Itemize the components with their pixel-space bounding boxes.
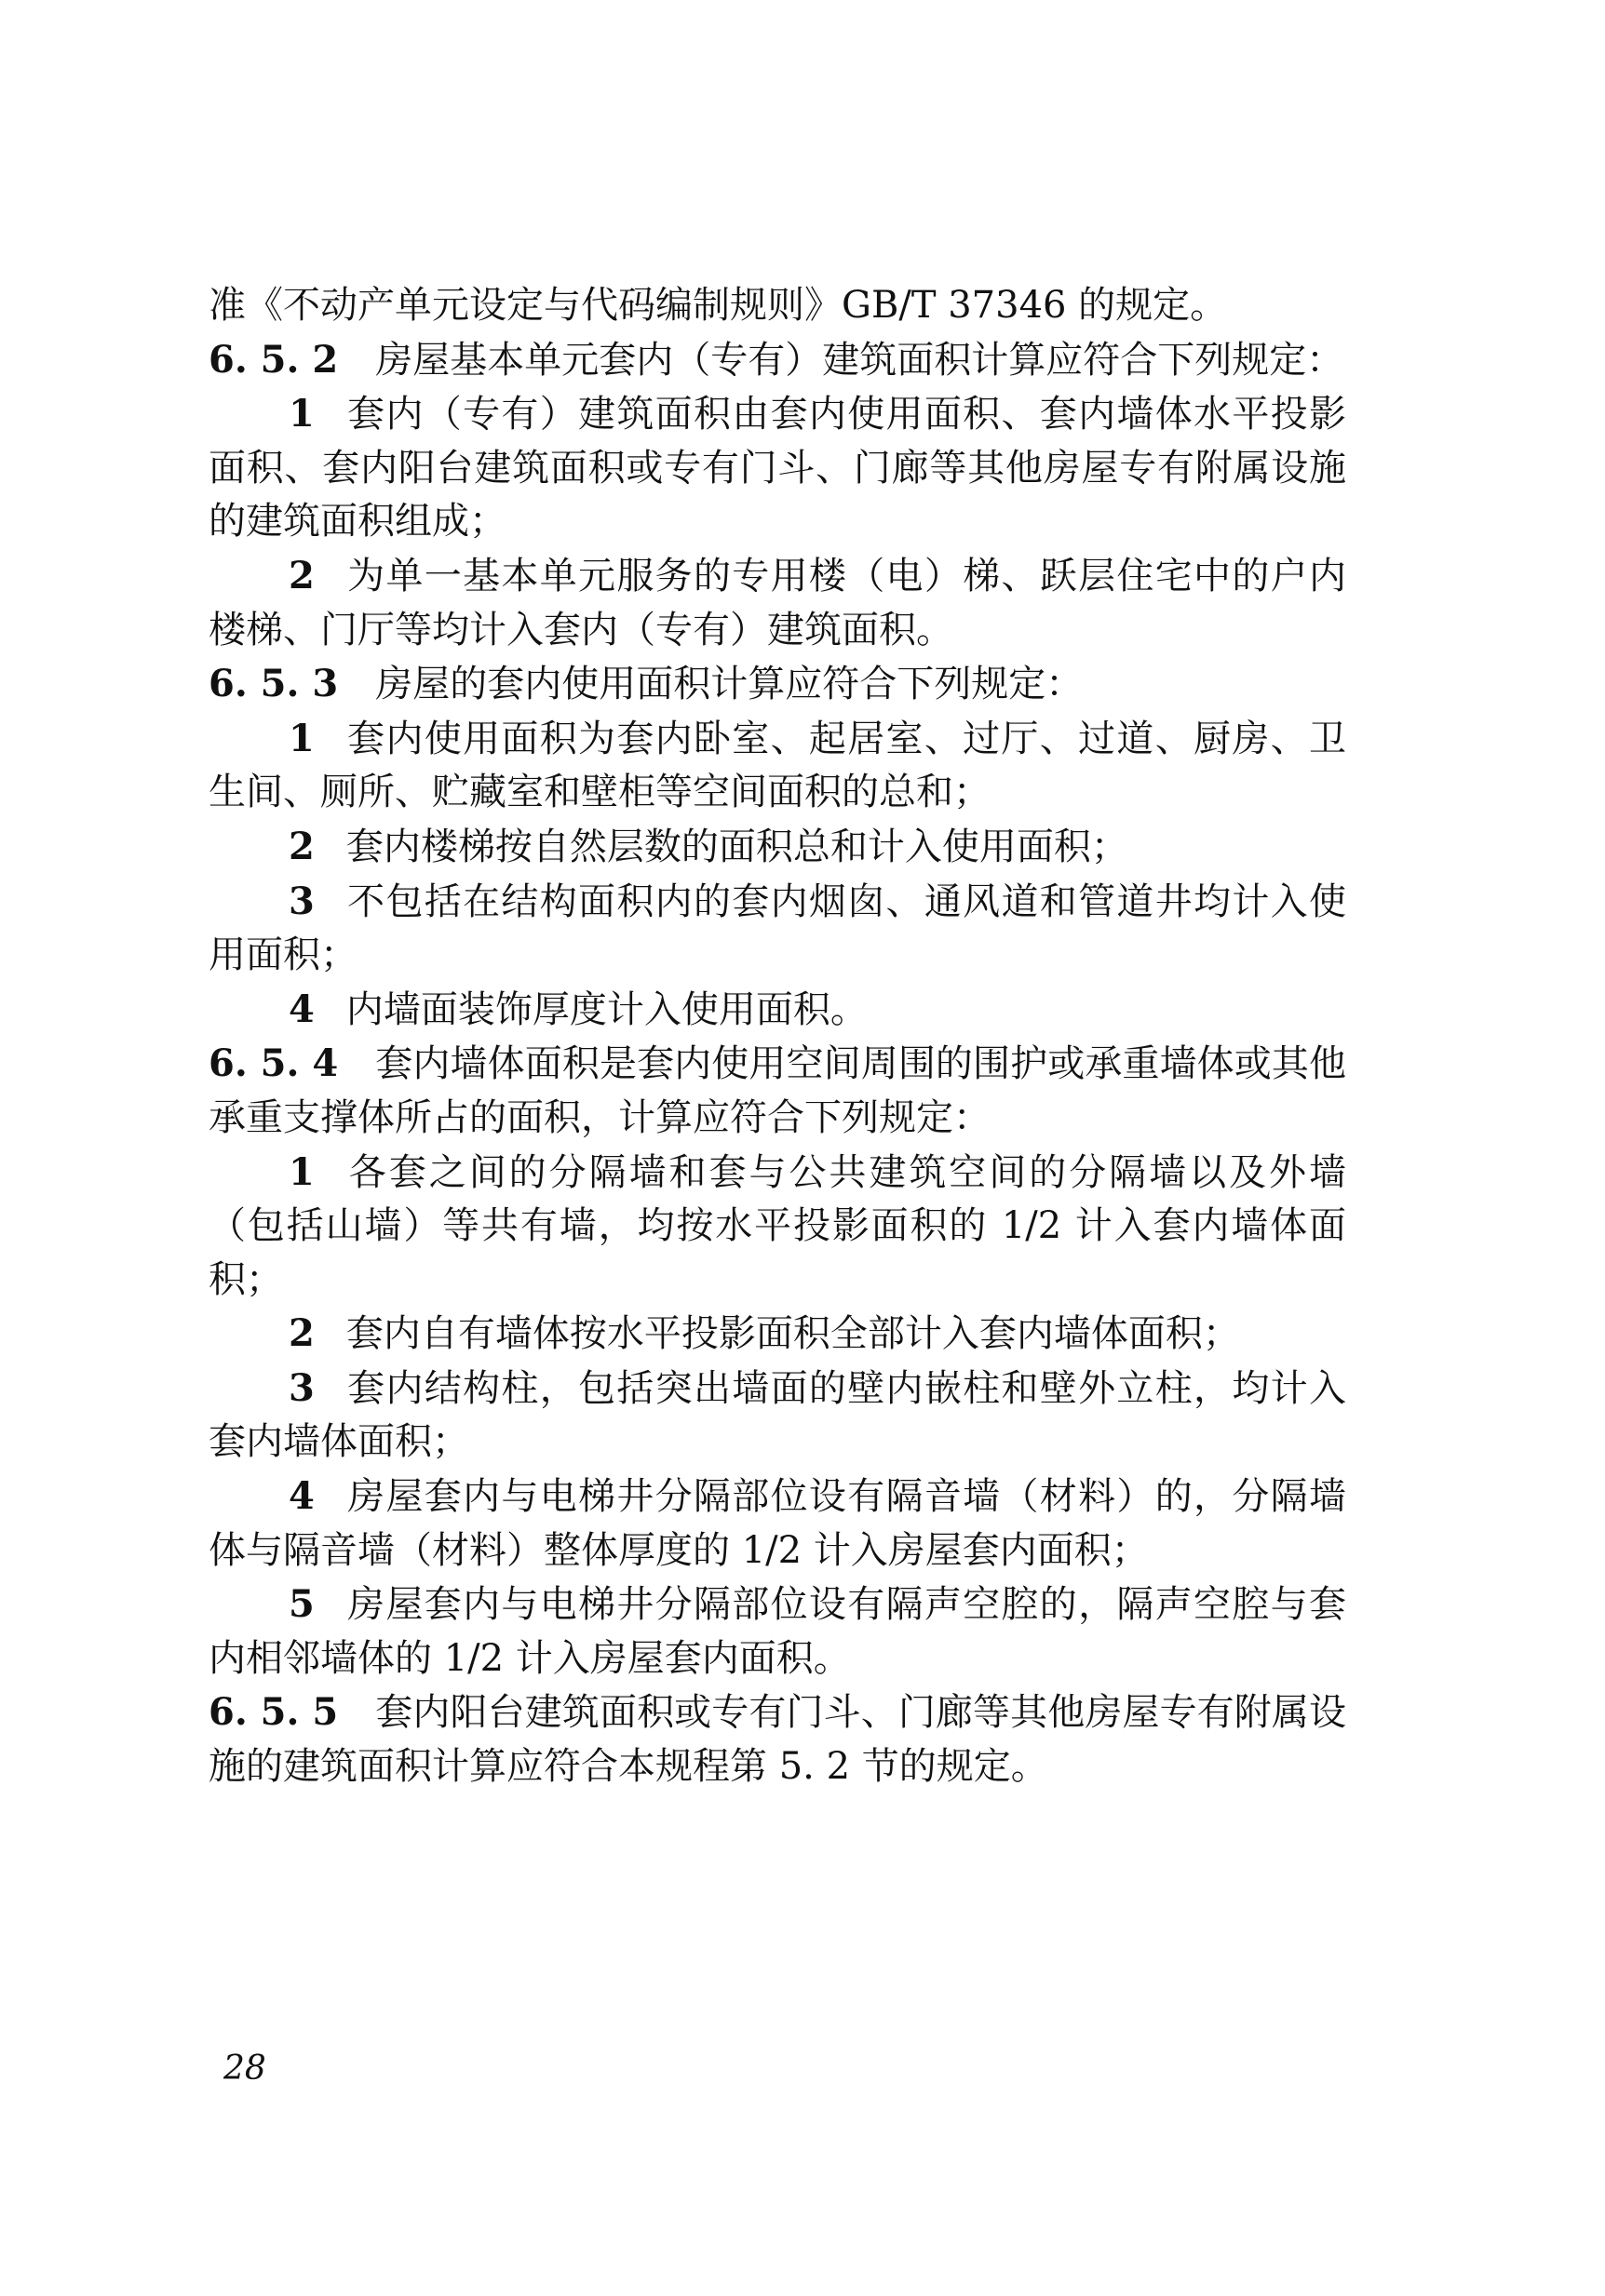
list-item (209, 1362, 1346, 1470)
item-text: 不包括在结构面积内的套内烟囱、通风道和管道井均计入使用面积； (209, 879, 1346, 977)
clause-text: 房屋的套内使用面积计算应符合下列规定： (375, 663, 1084, 706)
clause-6-5-5 (209, 1685, 1346, 1793)
list-item (209, 712, 1346, 820)
list-item (209, 1470, 1346, 1578)
item-number: 2 (289, 824, 315, 868)
clause-text: 房屋基本单元套内（专有）建筑面积计算应符合下列规定： (375, 338, 1344, 382)
page-number: 28 (223, 2049, 266, 2088)
list-item (209, 820, 1346, 875)
item-text: 房屋套内与电梯井分隔部位设有隔声空腔的，隔声空腔与套内相邻墙体的 1/2 计入房屋套内面积。 (209, 1583, 1346, 1680)
item-number: 2 (289, 553, 315, 597)
item-number: 1 (289, 716, 315, 760)
item-number: 3 (289, 879, 315, 923)
clause-6-5-4 (209, 1037, 1346, 1145)
continuation-paragraph (209, 279, 1346, 333)
paragraph-text: 准《不动产单元设定与代码编制规则》GB/T 37346 的规定。 (209, 284, 1228, 327)
list-item (209, 983, 1346, 1038)
list-item (209, 875, 1346, 983)
item-number: 1 (289, 1149, 315, 1194)
list-item (209, 1578, 1346, 1685)
clause-text: 套内墙体面积是套内使用空间周围的围护或承重墙体或其他承重支撑体所占的面积，计算应符合下列规定： (209, 1042, 1346, 1139)
body-text (209, 279, 1346, 1794)
item-text: 房屋套内与电梯井分隔部位设有隔音墙（材料）的，分隔墙体与隔音墙（材料）整体厚度的 1/2 计入房屋套内面积； (209, 1475, 1346, 1572)
item-text: 内墙面装饰厚度计入使用面积。 (345, 987, 868, 1031)
item-text: 套内结构柱，包括突出墙面的壁内嵌柱和壁外立柱，均计入套内墙体面积； (209, 1366, 1346, 1464)
item-text: 套内（专有）建筑面积由套内使用面积、套内墙体水平投影面积、套内阳台建筑面积或专有门斗、门廊等其他房屋专有附属设施的建筑面积组成； (209, 393, 1346, 544)
clause-6-5-2 (209, 333, 1346, 388)
item-number: 5 (289, 1582, 315, 1627)
item-number: 2 (289, 1311, 315, 1356)
list-item (209, 1146, 1346, 1308)
clause-number: 6. 5. 2 (209, 337, 339, 382)
item-text: 套内使用面积为套内卧室、起居室、过厅、过道、厨房、卫生间、厕所、贮藏室和壁柜等空间面积的总和； (209, 717, 1346, 814)
clause-number: 6. 5. 3 (209, 662, 339, 706)
list-item (209, 549, 1346, 657)
item-number: 4 (289, 1474, 315, 1519)
item-number: 3 (289, 1365, 315, 1410)
item-text: 为单一基本单元服务的专用楼（电）梯、跃层住宅中的户内楼梯、门厅等均计入套内（专有）建筑面积。 (209, 554, 1346, 651)
item-number: 1 (289, 392, 315, 436)
clause-number: 6. 5. 4 (209, 1041, 339, 1086)
item-text: 各套之间的分隔墙和套与公共建筑空间的分隔墙以及外墙（包括山墙）等共有墙，均按水平投影面积的 1/2 计入套内墙体面积； (209, 1150, 1346, 1301)
item-number: 4 (289, 987, 315, 1031)
clause-6-5-3 (209, 657, 1346, 712)
clause-text: 套内阳台建筑面积或专有门斗、门廊等其他房屋专有附属设施的建筑面积计算应符合本规程第 5. 2 节的规定。 (209, 1691, 1346, 1789)
clause-number: 6. 5. 5 (209, 1690, 339, 1735)
list-item (209, 1307, 1346, 1362)
list-item (209, 387, 1346, 549)
item-text: 套内自有墙体按水平投影面积全部计入套内墙体面积； (345, 1312, 1240, 1356)
item-text: 套内楼梯按自然层数的面积总和计入使用面积； (345, 825, 1128, 868)
